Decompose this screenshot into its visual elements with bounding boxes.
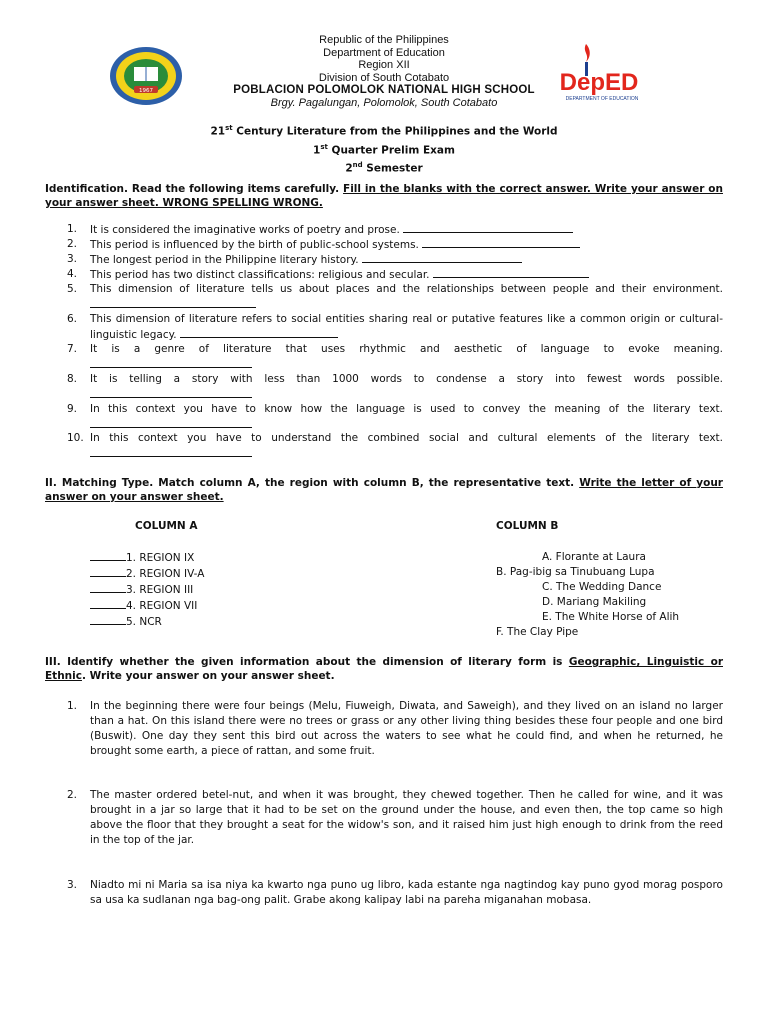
- list-item: 1. It is considered the imaginative works of poetry and prose.: [67, 222, 723, 238]
- header-line: Division of South Cotabato: [318, 71, 450, 84]
- answer-blank: [90, 566, 126, 577]
- list-item: 4. This period has two distinct classifications: religious and secular.: [67, 267, 723, 283]
- deped-logo-icon: [556, 34, 642, 110]
- list-item: F. The Clay Pipe: [496, 626, 579, 638]
- header-line: Region XII: [358, 59, 410, 71]
- school-header: [0, 34, 768, 109]
- part1-instructions: Identification. Read the following items carefully. Fill in the blanks with the correct answer. Write your answer on your answer sheet. WRONG SPELLING WRONG.: [45, 183, 723, 209]
- answer-blank: [422, 237, 580, 248]
- answer-blank: [90, 598, 126, 609]
- list-item: D. Mariang Makiling: [542, 596, 647, 608]
- column-a-heading: COLUMN A: [135, 520, 198, 532]
- answer-blank: [90, 446, 252, 457]
- answer-blank: [90, 387, 252, 398]
- passage-item: 2. The master ordered betel-nut, and when it was brought, they chewed together. Then he called for wine, and it was brought in a jar so large that it had to be set on the ground under the house, and even then, the top came so high above the floor that they brought a seat for the widow's son, and it raised him just high enough to drink from the reed in the top of the jar.: [67, 789, 723, 846]
- school-name: POBLACION POLOMOLOK NATIONAL HIGH SCHOOL: [233, 84, 535, 96]
- exam-title: 1st Quarter Prelim Exam: [313, 142, 455, 156]
- list-item: 4. REGION VII: [90, 598, 204, 614]
- list-item: 2. This period is influenced by the birth of public-school systems.: [67, 237, 723, 253]
- part2-instructions: II. Matching Type. Match column A, the region with column B, the representative text. Write the letter of your answer on your answer sheet.: [45, 477, 723, 503]
- list-item: A. Florante at Laura: [542, 551, 646, 563]
- exam-titles: [0, 121, 768, 177]
- list-item: 9. In this context you have to know how the language is used to convey the meaning of the literary text.: [67, 402, 723, 433]
- part3-instructions: III. Identify whether the given information about the dimension of literary form is Geographic, Linguistic or Ethnic. Write your answer on your answer sheet.: [45, 656, 723, 682]
- school-address: Brgy. Pagalungan, Polomolok, South Cotabato: [270, 96, 498, 109]
- header-line: Department of Education: [323, 46, 445, 59]
- list-item: 5. This dimension of literature tells us about places and the relationships between people and their environment.: [67, 282, 723, 313]
- list-item: 8. It is telling a story with less than 1000 words to condense a story into fewest words possible.: [67, 372, 723, 403]
- answer-blank: [433, 267, 589, 278]
- column-b-heading: COLUMN B: [496, 520, 559, 532]
- list-item: 3. The longest period in the Philippine literary history.: [67, 252, 723, 268]
- list-item: B. Pag-ibig sa Tinubuang Lupa: [496, 566, 655, 578]
- header-line: Republic of the Philippines: [319, 34, 449, 46]
- answer-blank: [90, 550, 126, 561]
- passage-item: 1. In the beginning there were four beings (Melu, Fiuweigh, Diwata, and Saweigh), and they lived on an island no larger than a hat. On this island there were no trees or grass or any other living thing besides these four people and one bird (Buswit). One day they sent this bird out across the waters to see what he could find, and when he returned, he brought some earth, a piece of rattan, and some fruit.: [67, 700, 723, 757]
- passage-item: 3. Niadto mi ni Maria sa isa niya ka kwarto nga puno ug libro, kada estante nga nagtindog kay puno gyod morag posporo sa usa ka sudlanan nga bag-ong palit. Grabe akong kalipay labi na pareha miganahan mobasa.: [67, 879, 723, 906]
- column-a-list: [90, 550, 204, 630]
- list-item: E. The White Horse of Alih: [542, 611, 680, 623]
- answer-blank: [403, 222, 573, 233]
- deped-wordmark: DepED: [559, 69, 639, 96]
- list-item: 3. REGION III: [90, 582, 204, 598]
- list-item: 6. This dimension of literature refers to social entities sharing real or putative features like a common origin or cultural-linguistic legacy.: [67, 313, 723, 341]
- answer-blank: [90, 357, 252, 368]
- deped-subtitle: DEPARTMENT OF EDUCATION: [565, 96, 639, 102]
- list-item: 7. It is a genre of literature that uses rhythmic and aesthetic of language to evoke meaning.: [67, 342, 723, 373]
- answer-blank: [90, 614, 126, 625]
- answer-blank: [90, 297, 256, 308]
- list-item: 5. NCR: [90, 614, 204, 630]
- list-item: 10. In this context you have to understand the combined social and cultural elements of the literary text.: [67, 431, 723, 462]
- answer-blank: [180, 327, 338, 338]
- semester-title: 2nd Semester: [345, 161, 423, 175]
- answer-blank: [362, 252, 522, 263]
- list-item: 1. REGION IX: [90, 550, 204, 566]
- answer-blank: [90, 582, 126, 593]
- course-title: 21st Century Literature from the Philippines and the World: [210, 124, 558, 138]
- answer-blank: [90, 417, 252, 428]
- list-item: C. The Wedding Dance: [542, 581, 662, 593]
- seal-year: 1967: [139, 88, 153, 94]
- column-b-list: [496, 550, 679, 640]
- list-item: 2. REGION IV-A: [90, 566, 204, 582]
